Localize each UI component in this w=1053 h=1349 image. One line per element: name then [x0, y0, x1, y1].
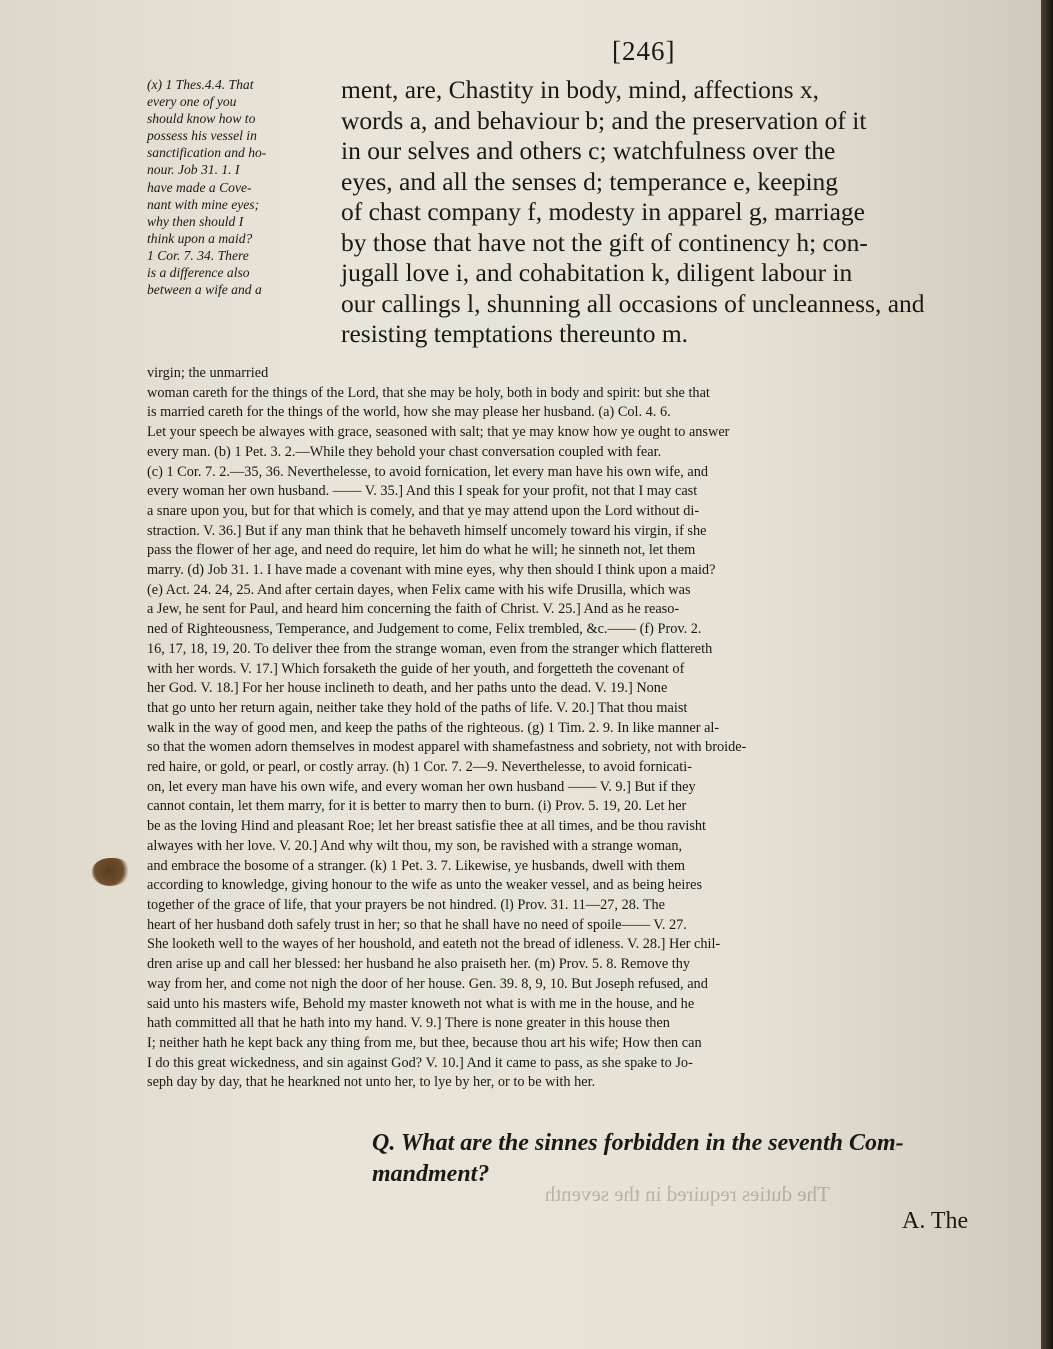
margin-note-line: should know how to: [147, 111, 256, 127]
question-heading: [372, 1128, 992, 1190]
footnote-line: is married careth for the things of the world, how she may please her husband. (a) Col. 4. 6.: [147, 404, 671, 421]
main-text-line: of chast company f, modesty in apparel g, marriage: [341, 197, 865, 226]
page-number: [246]: [612, 36, 676, 66]
footnote-line: ned of Righteousness, Temperance, and Judgement to come, Felix trembled, &c.—— (f) Prov. 2.: [147, 621, 702, 638]
footnote-line: I; neither hath he kept back any thing from me, but thee, because thou art his wife; How then can: [147, 1034, 702, 1051]
margin-note-line: why then should I: [147, 213, 244, 229]
margin-note-line: nour. Job 31. 1. I: [147, 162, 240, 178]
footnote-line: alwayes with her love. V. 20.] And why wilt thou, my son, be ravished with a strange woman,: [147, 837, 683, 854]
main-text-line: jugall love i, and cohabitation k, diligent labour in: [341, 258, 853, 287]
margin-note-line: sanctification and ho-: [147, 145, 267, 161]
main-text-line: our callings l, shunning all occasions of uncleanness, and: [341, 288, 925, 318]
footnote-line: She looketh well to the wayes of her houshold, and eateth not the bread of idleness. V. 28.] Her chil-: [147, 936, 721, 953]
margin-note-line: nant with mine eyes;: [147, 196, 260, 212]
footnote-line: every man. (b) 1 Pet. 3. 2.—While they behold your chast conversation coupled with fear.: [147, 443, 662, 460]
footnote-line: I do this great wickedness, and sin against God? V. 10.] And it came to pass, as she spake to Jo-: [147, 1054, 693, 1071]
footnote-line: straction. V. 36.] But if any man think that he behaveth himself uncomely toward his virgin, if she: [147, 522, 707, 539]
margin-note-line: between a wife and a: [147, 282, 262, 298]
footnote-line: said unto his masters wife, Behold my master knoweth not what is with me in the house, and he: [147, 995, 695, 1012]
main-text-line: in our selves and others c; watchfulness over the: [341, 136, 836, 165]
margin-note-line: possess his vessel in: [147, 128, 257, 144]
margin-note-line: think upon a maid?: [147, 230, 253, 246]
footnote-line: way from her, and come not nigh the door of her house. Gen. 39. 8, 9, 10. But Joseph refused, and: [147, 975, 708, 992]
footnote-line: hath committed all that he hath into my hand. V. 9.] There is none greater in this house then: [147, 1015, 670, 1032]
margin-note-line: every one of you: [147, 94, 237, 110]
margin-note-line: is a difference also: [147, 265, 250, 281]
margin-note-line: have made a Cove-: [147, 179, 252, 195]
footnote-line: a snare upon you, but for that which is comely, and that ye may attend upon the Lord without di-: [147, 502, 700, 519]
main-text-line: by those that have not the gift of continency h; con-: [341, 227, 868, 257]
footnote-line: that go unto her return again, neither take they hold of the paths of life. V. 20.] That thou maist: [147, 699, 688, 716]
margin-note: [147, 76, 343, 298]
main-text-line: eyes, and all the senses d; temperance e, keeping: [341, 166, 839, 196]
footnote-line: dren arise up and call her blessed: her husband he also praiseth her. (m) Prov. 5. 8. Remove thy: [147, 956, 691, 973]
margin-note-line: (x) 1 Thes.4.4. That: [147, 77, 254, 92]
footnote-line: her God. V. 18.] For her house inclineth to death, and her paths unto the dead. V. 19.] None: [147, 680, 668, 697]
footnote-line: and embrace the bosome of a stranger. (k) 1 Pet. 3. 7. Likewise, ye husbands, dwell with them: [147, 857, 685, 874]
question-line: Q. What are the sinnes forbidden in the seventh Com-: [372, 1130, 904, 1156]
footnote-line: (c) 1 Cor. 7. 2.—35, 36. Neverthelesse, to avoid fornication, let every man have his own wife, and: [147, 463, 708, 480]
footnote-line: with her words. V. 17.] Which forsaketh the guide of her youth, and forgetteth the covenant of: [147, 660, 685, 677]
footnote-line: 16, 17, 18, 19, 20. To deliver thee from the strange woman, even from the stranger which flattereth: [147, 640, 713, 657]
footnote-line: walk in the way of good men, and keep the paths of the righteous. (g) 1 Tim. 2. 9. In like manner al-: [147, 719, 720, 736]
footnote-line: a Jew, he sent for Paul, and heard him concerning the faith of Christ. V. 25.] And as he reaso-: [147, 601, 680, 618]
margin-note-line: 1 Cor. 7. 34. There: [147, 247, 249, 263]
footnote-line: so that the women adorn themselves in modest apparel with shamefastness and sobriety, not with broide-: [147, 739, 747, 756]
ink-stain: [92, 858, 130, 886]
footnote-line: every woman her own husband. —— V. 35.] And this I speak for your profit, not that I may cast: [147, 483, 698, 500]
footnote-line: pass the flower of her age, and need do require, let him do what he will; he sinneth not, let them: [147, 542, 696, 559]
footnote-line: together of the grace of life, that your prayers be not hindred. (l) Prov. 31. 11—27, 28. The: [147, 896, 665, 913]
footnote-line: according to knowledge, giving honour to the wife as unto the weaker vessel, and as being heires: [147, 877, 703, 894]
footnotes: [147, 364, 987, 1093]
main-text-line: words a, and behaviour b; and the preservation of it: [341, 105, 867, 135]
footnote-line: be as the loving Hind and pleasant Roe; let her breast satisfie thee at all times, and be thou ravisht: [147, 818, 707, 835]
footnote-line: (e) Act. 24. 24, 25. And after certain dayes, when Felix came with his wife Drusilla, which was: [147, 581, 691, 598]
footnote-line: seph day by day, that he hearkned not unto her, to lye by her, or to be with her.: [147, 1074, 596, 1091]
main-text: [341, 75, 981, 350]
footnote-line: on, let every man have his own wife, and every woman her own husband —— V. 9.] But if they: [147, 778, 696, 795]
footnote-line: red haire, or gold, or pearl, or costly array. (h) 1 Cor. 7. 2—9. Neverthelesse, to avoid fornicati-: [147, 759, 692, 776]
main-text-line: ment, are, Chastity in body, mind, affections x,: [341, 75, 820, 104]
footnote-line: cannot contain, let them marry, for it is better to marry then to burn. (i) Prov. 5. 19, 20. Let her: [147, 798, 687, 815]
page-edge-shadow: [1041, 0, 1053, 1349]
main-text-line: resisting temptations thereunto m.: [341, 319, 689, 348]
footnote-line: virgin; the unmarried: [147, 365, 269, 381]
question-line: mandment?: [372, 1161, 490, 1187]
footnote-line: woman careth for the things of the Lord, that she may be holy, both in body and spirit: but she that: [147, 384, 710, 401]
footnote-line: Let your speech be alwayes with grace, seasoned with salt; that ye may know how ye ought to answer: [147, 424, 730, 441]
footnote-line: heart of her husband doth safely trust in her; so that he shall have no need of spoile—— V. 27.: [147, 916, 687, 933]
bleedthrough-text: The duties required in the seventh: [544, 1182, 830, 1206]
catchword: A. The: [902, 1208, 969, 1234]
footnote-line: marry. (d) Job 31. 1. I have made a covenant with mine eyes, why then should I think upon a maid?: [147, 562, 716, 579]
